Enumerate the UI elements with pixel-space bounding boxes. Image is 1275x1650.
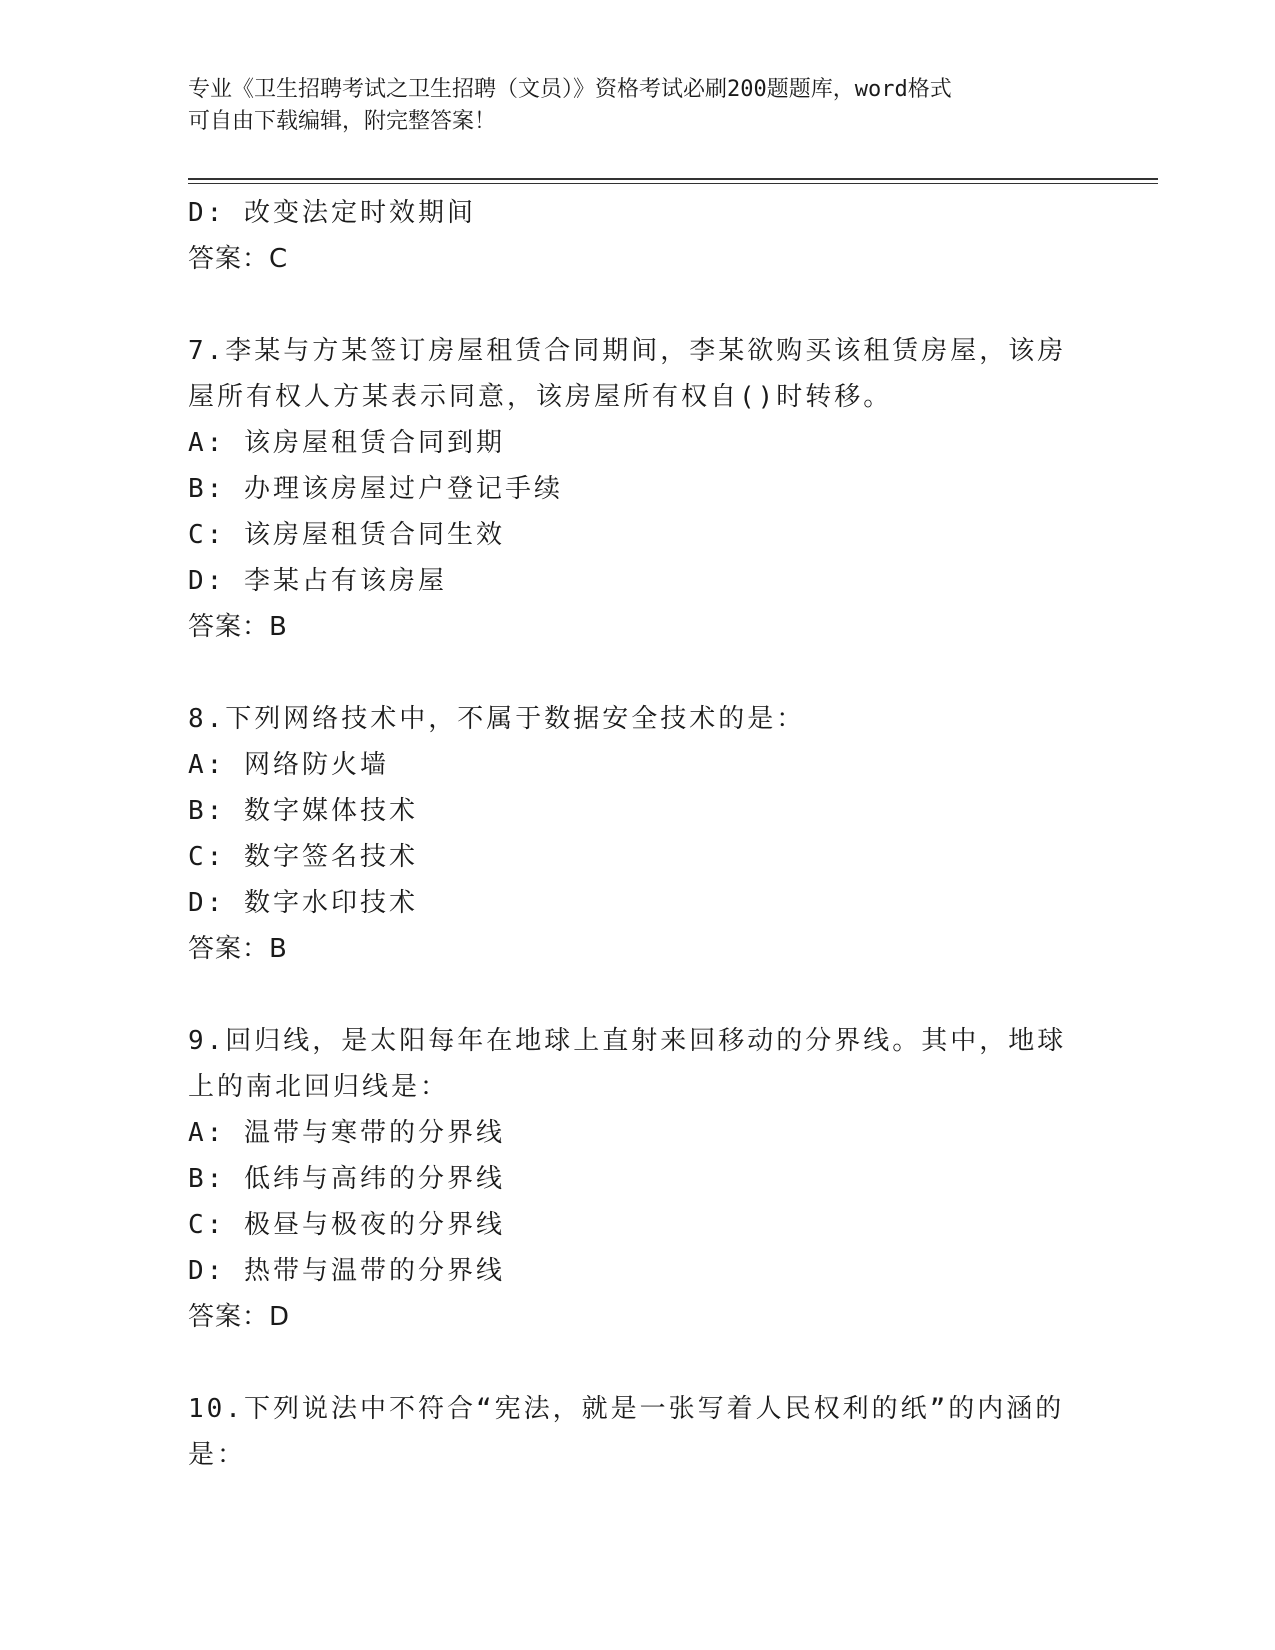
answer-line: 答案：C	[188, 244, 289, 274]
header-line-2: 可自由下载编辑，附完整答案！	[188, 109, 497, 134]
answer-line: 答案：B	[188, 612, 288, 642]
answer-line: 答案：B	[188, 934, 288, 964]
question-stem: 8.下列网络技术中，不属于数据安全技术的是：	[188, 704, 806, 734]
spacer	[188, 972, 1088, 1018]
option-d: D: 改变法定时效期间	[188, 198, 476, 228]
spacer	[188, 1340, 1088, 1386]
previous-question-tail	[188, 190, 1088, 282]
option-b: B: 数字媒体技术	[188, 796, 418, 826]
option-b: B: 办理该房屋过户登记手续	[188, 474, 563, 504]
question-stem: 10.下列说法中不符合“宪法，就是一张写着人民权利的纸”的内涵的	[188, 1394, 1065, 1424]
option-a: A: 温带与寒带的分界线	[188, 1118, 505, 1148]
spacer	[188, 650, 1088, 696]
question-stem: 屋所有权人方某表示同意，该房屋所有权自()时转移。	[188, 382, 893, 412]
spacer	[188, 282, 1088, 328]
option-d: D: 热带与温带的分界线	[188, 1256, 505, 1286]
document-header	[188, 74, 1068, 138]
option-c: C: 数字签名技术	[188, 842, 418, 872]
question-stem: 9.回归线，是太阳每年在地球上直射来回移动的分界线。其中，地球	[188, 1026, 1067, 1056]
header-line-1: 专业《卫生招聘考试之卫生招聘（文员）》资格考试必刷200题题库，word格式	[188, 77, 952, 102]
option-a: A: 网络防火墙	[188, 750, 389, 780]
question-content	[188, 190, 1088, 1478]
question-stem: 7.李某与方某签订房屋租赁合同期间，李某欲购买该租赁房屋，该房	[188, 336, 1067, 366]
question-7	[188, 328, 1088, 650]
header-divider-thin	[188, 183, 1158, 184]
option-b: B: 低纬与高纬的分界线	[188, 1164, 505, 1194]
option-d: D: 数字水印技术	[188, 888, 418, 918]
question-stem: 上的南北回归线是：	[188, 1072, 450, 1102]
question-10	[188, 1386, 1088, 1478]
option-c: C: 该房屋租赁合同生效	[188, 520, 505, 550]
option-a: A: 该房屋租赁合同到期	[188, 428, 505, 458]
question-9	[188, 1018, 1088, 1340]
question-8	[188, 696, 1088, 972]
option-d: D: 李某占有该房屋	[188, 566, 447, 596]
question-stem: 是：	[188, 1440, 247, 1470]
option-c: C: 极昼与极夜的分界线	[188, 1210, 505, 1240]
header-divider-thick	[188, 178, 1158, 180]
answer-line: 答案：D	[188, 1302, 291, 1332]
